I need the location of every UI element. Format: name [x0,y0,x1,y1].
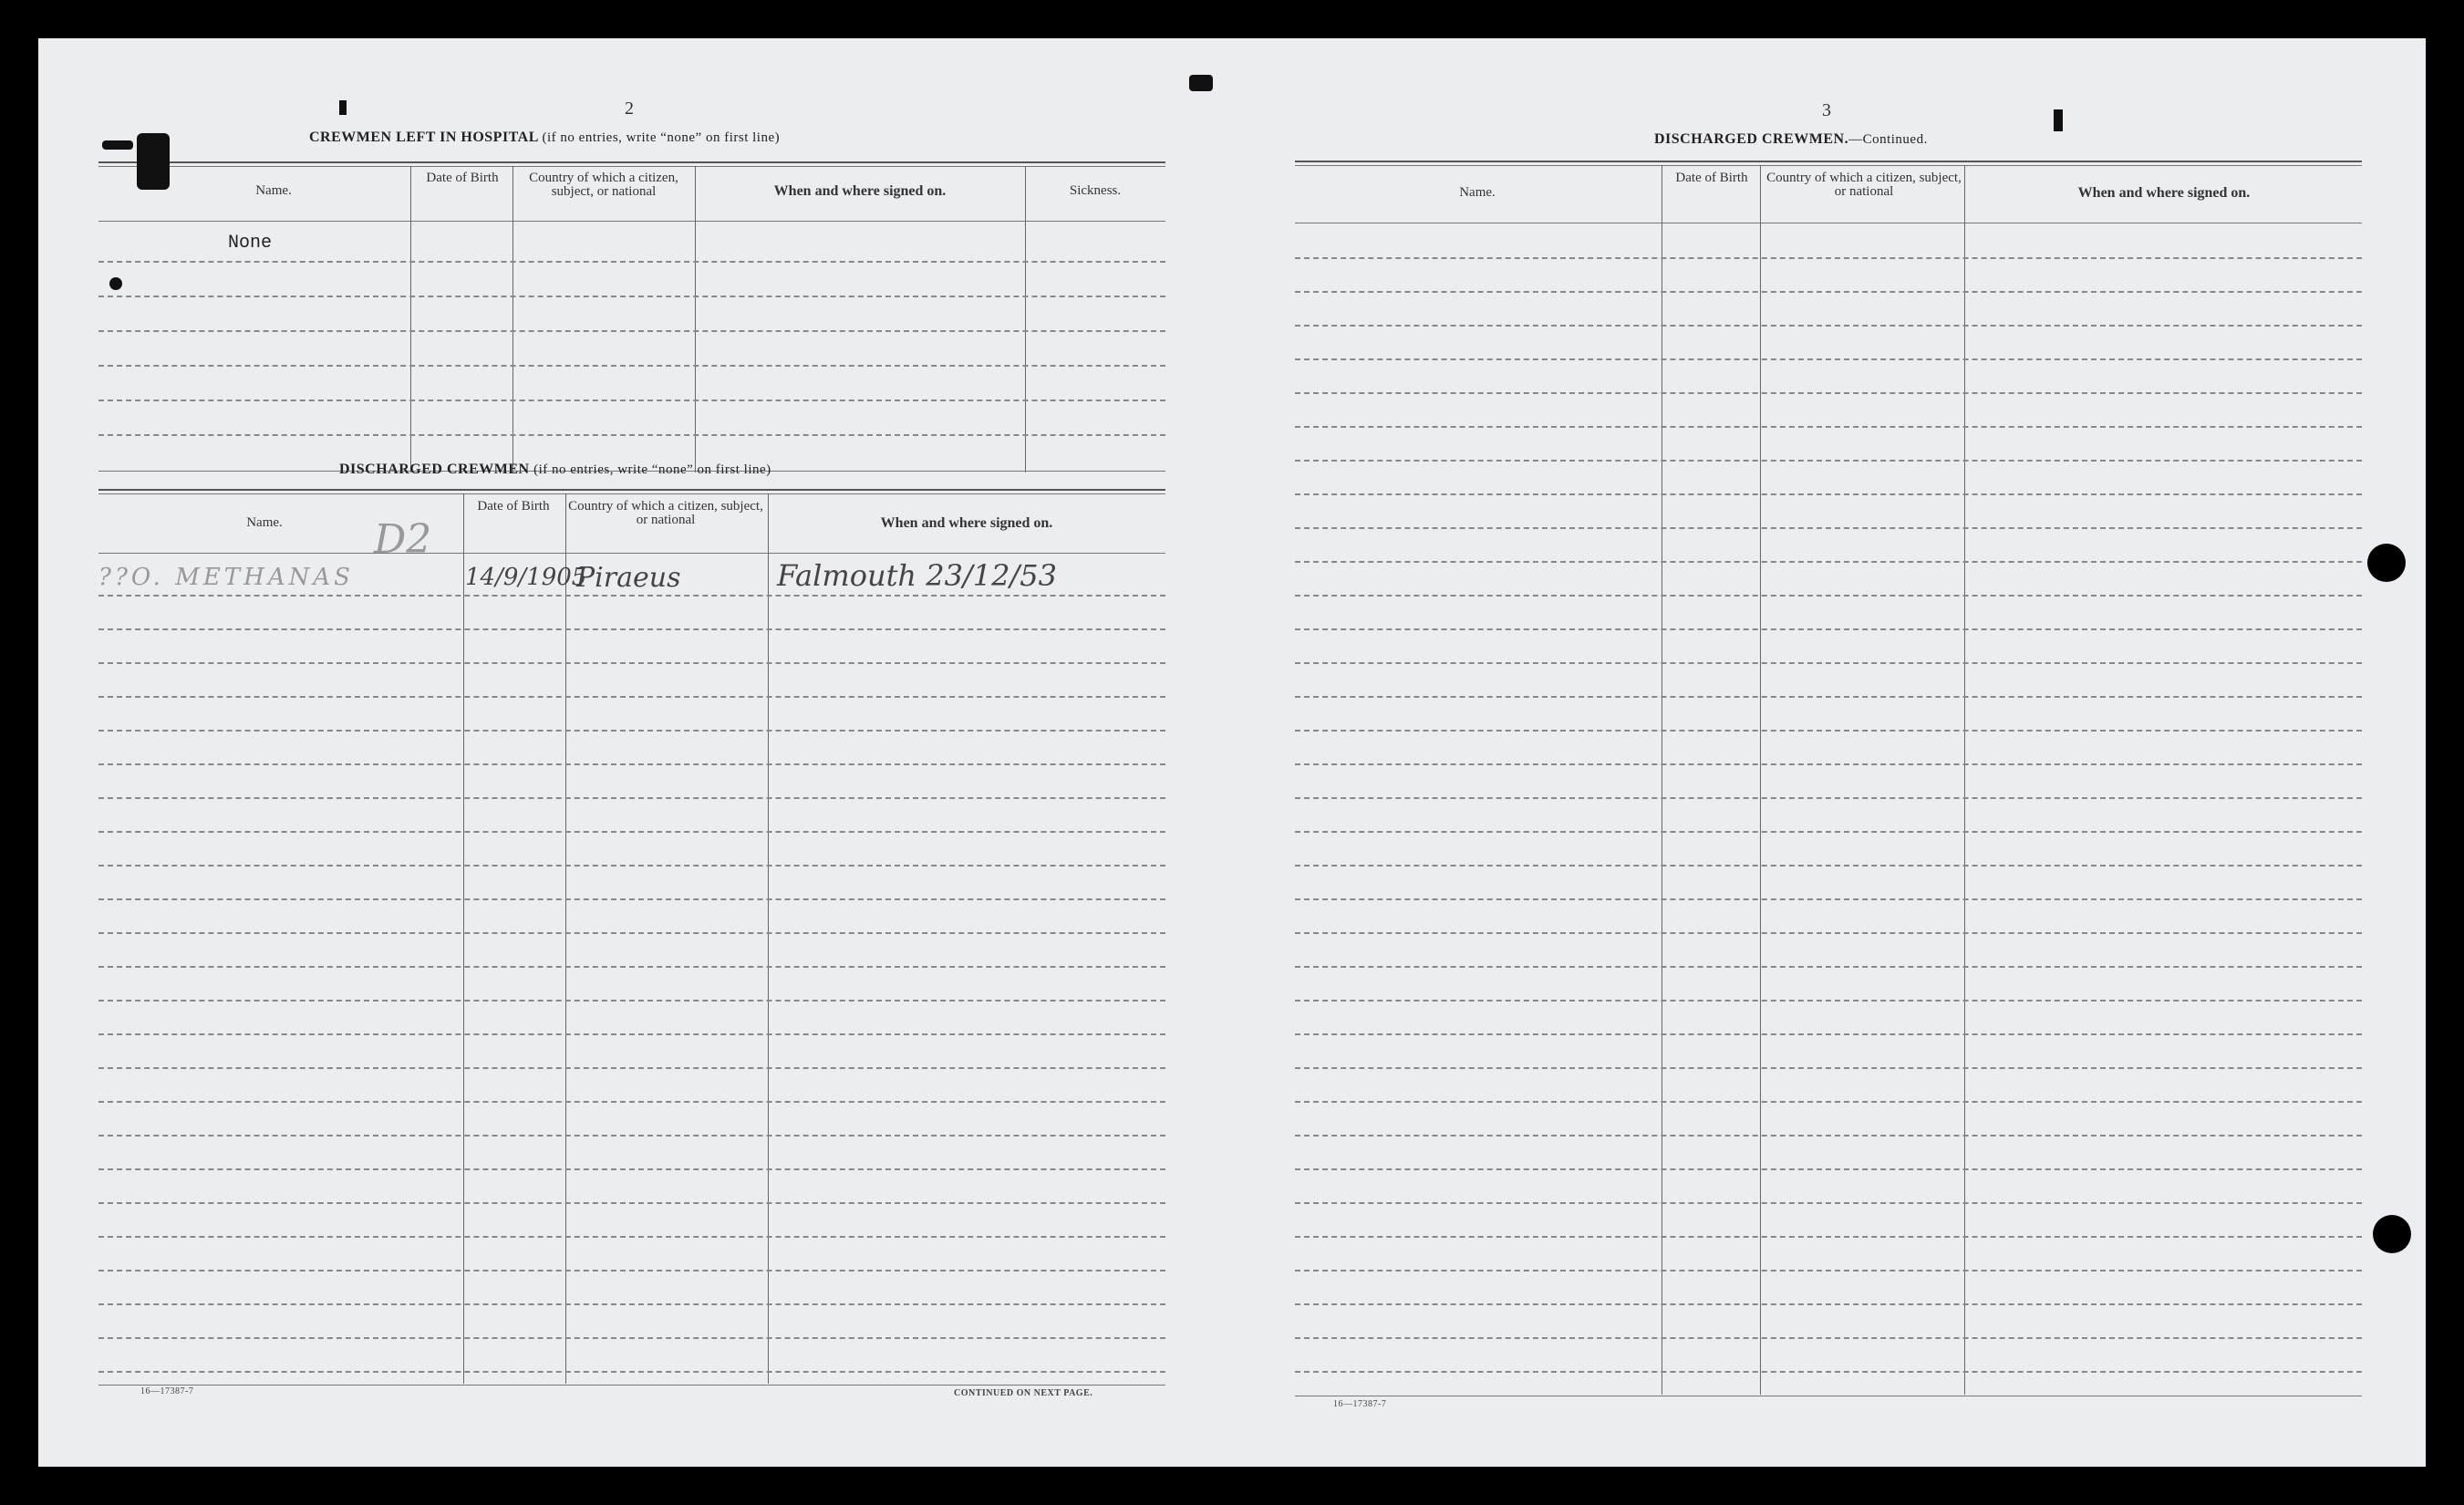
ink-blot [137,133,170,190]
ink-speck [339,100,347,115]
punch-hole-bottom [2373,1215,2411,1253]
right-header-signed: When and where signed on. [2077,185,2251,201]
hospital-title-note: (if no entries, write “none” on first line) [542,130,781,145]
page-number-left: 2 [625,99,634,119]
discharged-header-country: Country of which a citizen, subject, or national [568,499,763,527]
right-title-note: —Continued. [1848,132,1928,147]
ink-speck [1189,75,1213,91]
hospital-title-text: CREWMEN LEFT IN HOSPITAL [309,130,539,145]
discharged-title-note: (if no entries, write “none” on first line) [533,462,771,477]
right-header-name: Name. [1459,185,1496,200]
hospital-header-dob: Date of Birth [426,171,499,185]
left-footer-code: 16—17387-7 [140,1386,194,1396]
document-sheet [38,38,2426,1467]
hospital-header-country: Country of which a citizen, subject, or national [529,171,678,199]
hospital-entry-name: None [228,233,273,254]
left-footer-note: CONTINUED ON NEXT PAGE. [954,1388,1093,1398]
ink-speck [102,140,133,150]
hospital-header-name: Name. [255,183,292,198]
right-header-dob: Date of Birth [1675,171,1748,185]
right-title-text: DISCHARGED CREWMEN. [1654,131,1849,147]
discharged-entry-country: Piraeus [576,562,681,594]
hospital-header-signed: When and where signed on. [773,183,947,199]
page-number-right: 3 [1822,100,1831,120]
discharged-entry-dob: 14/9/1905 [465,564,587,591]
discharged-annotation: D2 [374,516,432,563]
discharged-header-name: Name. [246,515,283,530]
discharged-header-dob: Date of Birth [477,499,550,514]
right-header-country: Country of which a citizen, subject, or national [1766,171,1962,199]
discharged-entry-name: ??O. METHANAS [98,564,354,591]
discharged-header-signed: When and where signed on. [880,515,1053,531]
hospital-header-sickness: Sickness. [1069,183,1122,198]
discharged-title-text: DISCHARGED CREWMEN [339,462,530,477]
ink-speck [2054,109,2063,131]
punch-hole-top [2367,544,2406,582]
right-section-title [1654,131,1928,148]
hospital-section-title [309,130,780,146]
right-footer-code: 16—17387-7 [1333,1399,1387,1409]
discharged-section-title [339,462,771,478]
discharged-entry-signed: Falmouth 23/12/53 [777,558,1057,593]
ink-speck [109,277,122,290]
